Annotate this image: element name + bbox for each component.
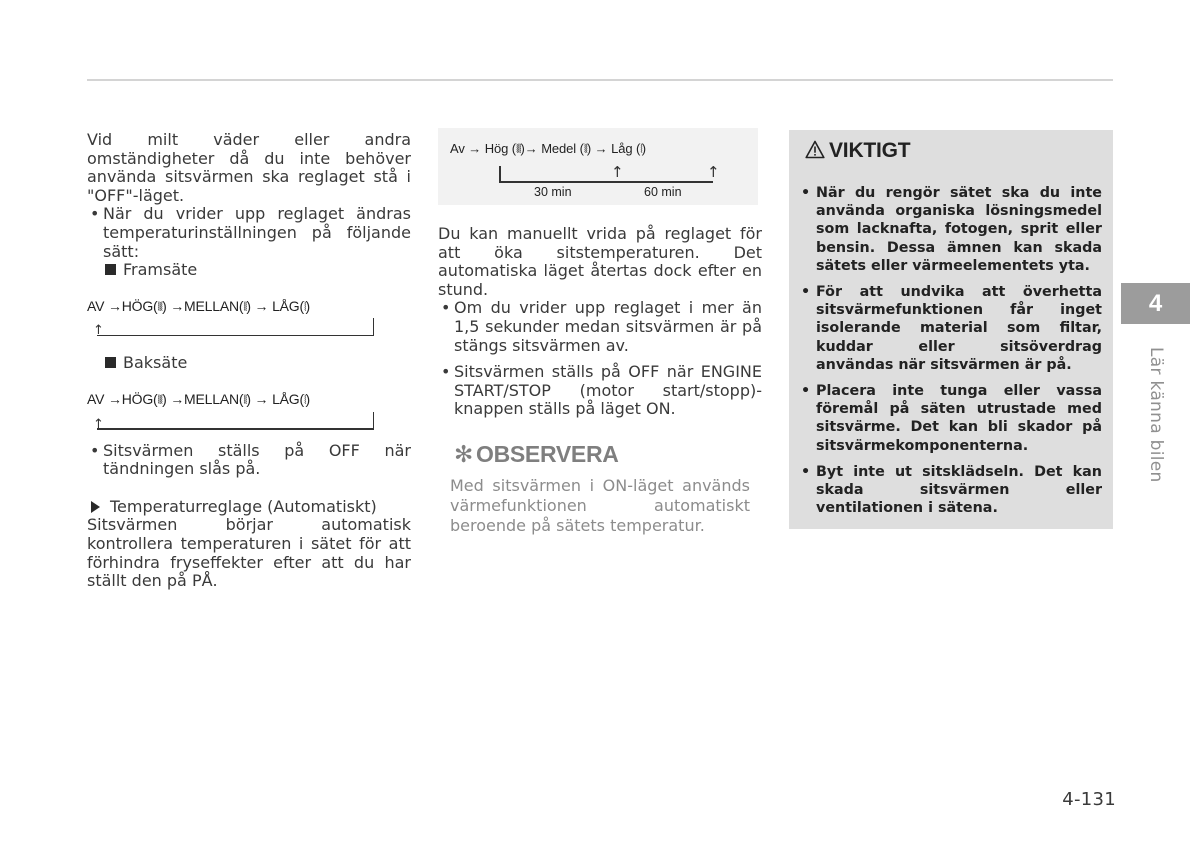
column-middle xyxy=(438,128,762,536)
timeline-label-30: 30 min xyxy=(534,185,572,199)
column-left xyxy=(87,131,411,591)
heat-medium-icon: ⦚⦚ xyxy=(243,392,247,407)
up-arrow-icon: ↑ xyxy=(611,163,624,181)
warning-item: • Placera inte tunga eller vassa föremål på säten utrustade med sitsvärme. Det kan bli skador på sitsvärmekomponenterna. xyxy=(799,382,1102,455)
heat-high-icon: ⦚⦚⦚ xyxy=(516,142,521,156)
timeline-left-tick xyxy=(499,166,501,182)
heat-medium-icon: ⦚⦚ xyxy=(243,299,247,314)
cycle-arrow-icon: ↑ xyxy=(93,323,104,339)
warning-item: • För att undvika att överhetta sitsvärmefunktionen får inget isolerande material som filtar, kuddar eller sitsöverdrag användas när sitsvärmen är på. xyxy=(799,283,1102,374)
chapter-tab: 4 xyxy=(1121,283,1190,324)
top-divider xyxy=(87,79,1113,81)
manual-adjust-paragraph: Du kan manuellt vrida på reglaget för att öka sitstemperaturen. Det automatiska läget återtas dock efter en stund. xyxy=(438,224,762,299)
square-bullet-icon xyxy=(105,357,116,368)
bullet-ignition-off: • Sitsvärmen ställs på OFF när tändningen slås på. xyxy=(87,442,411,479)
auto-mode-diagram xyxy=(438,128,758,205)
rear-seat-label: Baksäte xyxy=(87,354,411,373)
bullet-temperature-change: • När du vrider upp reglaget ändras temperaturinställningen på följande sätt: xyxy=(87,205,411,261)
page-number: 4-131 xyxy=(1062,789,1116,810)
warning-heading: VIKTIGT xyxy=(805,139,910,163)
asterisk-icon: ✻ xyxy=(454,440,473,467)
heat-high-icon: ⦚⦚⦚ xyxy=(157,392,163,407)
heat-low-icon: ⦚ xyxy=(640,142,642,156)
heat-high-icon: ⦚⦚⦚ xyxy=(157,299,163,314)
warning-item: • Byt inte ut sitsklädseln. Det kan skada sitsvärmen eller ventilationen i sätena. xyxy=(799,463,1102,518)
heat-low-icon: ⦚ xyxy=(303,299,306,314)
heat-low-icon: ⦚ xyxy=(303,392,306,407)
square-bullet-icon xyxy=(105,264,116,275)
warning-box xyxy=(789,130,1113,529)
warning-list xyxy=(799,184,1102,525)
bullet-hold-knob: • Om du vrider upp reglaget i mer än 1,5 sekunder medan sitsvärmen är på stängs sitsvärmen av. xyxy=(438,299,762,355)
chapter-label: Lär känna bilen xyxy=(1146,347,1166,483)
up-arrow-icon: ↑ xyxy=(707,163,720,181)
auto-control-heading: Temperaturreglage (Automatiskt) xyxy=(87,498,411,517)
cycle-arrow-icon: ↑ xyxy=(93,416,104,432)
intro-paragraph: Vid milt väder eller andra omständigheter då du inte behöver använda sitsvärmen ska reglaget stå i "OFF"-läget. xyxy=(87,130,411,205)
diagram-sequence: Av → Hög (⦚⦚⦚)→ Medel (⦚⦚) → Låg (⦚) xyxy=(450,140,646,159)
rear-seat-cycle-line xyxy=(93,410,374,432)
front-seat-cycle-line xyxy=(93,316,374,339)
triangle-marker-icon xyxy=(91,501,100,513)
bullet-engine-start: • Sitsvärmen ställs på OFF när ENGINE START/STOP (motor start/stopp)-knappen ställs på läget ON. xyxy=(438,363,762,419)
auto-control-text: Sitsvärmen börjar automatisk kontrollera temperaturen i sätet för att förhindra fryseffekter efter att du har ställt den på PÅ. xyxy=(87,515,411,591)
timeline-label-60: 60 min xyxy=(644,185,682,199)
heat-medium-icon: ⦚⦚ xyxy=(583,142,587,156)
front-seat-label: Framsäte xyxy=(87,261,411,280)
observera-text: Med sitsvärmen i ON-läget används värmefunktionen automatiskt beroende på sätets temperatur. xyxy=(450,475,750,535)
warning-item: • När du rengör sätet ska du inte använda organiska lösningsmedel som lacknafta, fotogen, sprit eller bensin. Dessa ämnen kan skada sätets eller värmeelementets yta. xyxy=(799,184,1102,275)
warning-triangle-icon xyxy=(805,140,825,159)
front-seat-sequence: AV →HÖG(⦚⦚⦚) →MELLAN(⦚⦚) → LÅG(⦚) xyxy=(87,297,411,317)
rear-seat-sequence: AV →HÖG(⦚⦚⦚) →MELLAN(⦚⦚) → LÅG(⦚) xyxy=(87,390,411,410)
observera-heading: ✻ OBSERVERA xyxy=(454,440,619,467)
